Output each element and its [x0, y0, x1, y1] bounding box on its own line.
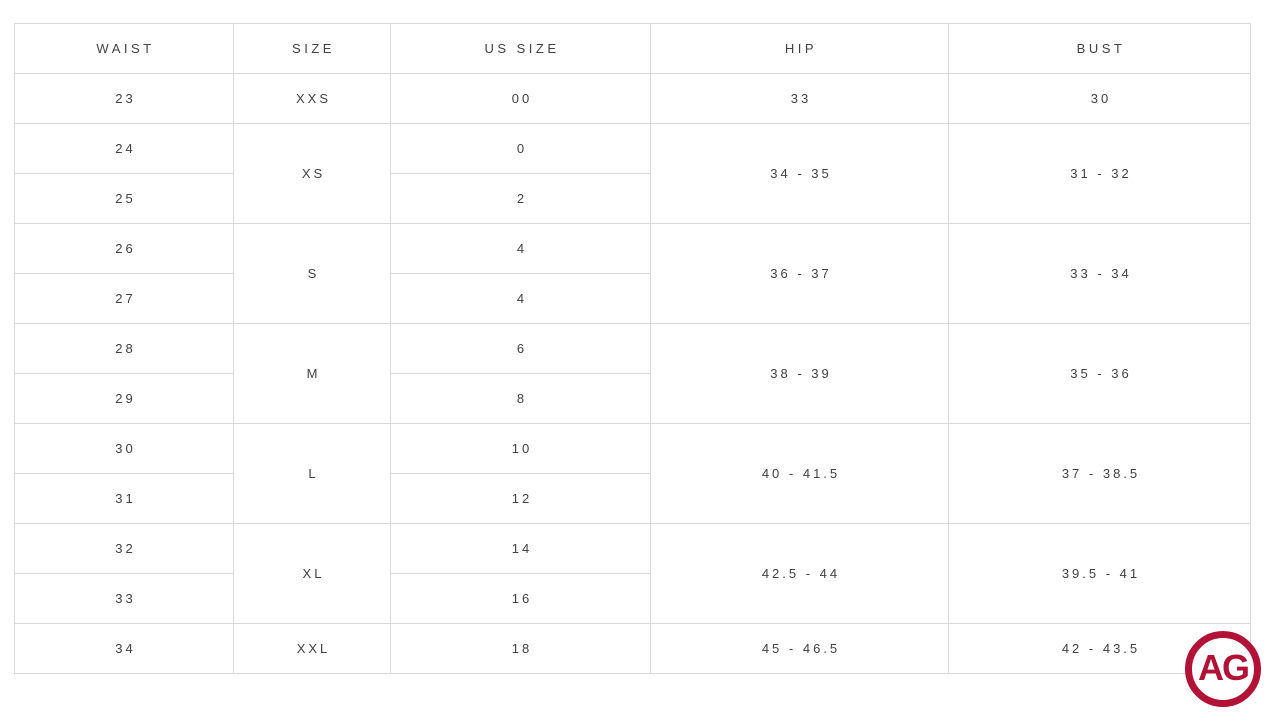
- table-row: [15, 624, 1251, 674]
- waist-header: WAIST: [15, 24, 234, 74]
- hip-cell: 38 - 39: [651, 324, 949, 424]
- waist-cell: 24: [15, 124, 234, 174]
- us-size-cell: 4: [391, 274, 651, 324]
- bust-cell: 31 - 32: [949, 124, 1251, 224]
- hip-header: HIP: [651, 24, 949, 74]
- waist-cell: 29: [15, 374, 234, 424]
- table-row: [15, 424, 1251, 474]
- table-row: [15, 224, 1251, 274]
- size-cell: S: [234, 224, 391, 324]
- waist-cell: 32: [15, 524, 234, 574]
- bust-cell: 39.5 - 41: [949, 524, 1251, 624]
- waist-cell: 25: [15, 174, 234, 224]
- ag-logo-text: AG: [1198, 647, 1248, 688]
- us-size-cell: 4: [391, 224, 651, 274]
- waist-cell: 31: [15, 474, 234, 524]
- size-cell: L: [234, 424, 391, 524]
- us-size-cell: 2: [391, 174, 651, 224]
- waist-cell: 28: [15, 324, 234, 374]
- bust-cell: 35 - 36: [949, 324, 1251, 424]
- size-cell: XS: [234, 124, 391, 224]
- hip-cell: 33: [651, 74, 949, 124]
- us-size-cell: 12: [391, 474, 651, 524]
- waist-cell: 33: [15, 574, 234, 624]
- us-size-cell: 10: [391, 424, 651, 474]
- waist-cell: 34: [15, 624, 234, 674]
- us-size-cell: 18: [391, 624, 651, 674]
- table-row: [15, 124, 1251, 174]
- hip-cell: 36 - 37: [651, 224, 949, 324]
- bust-cell: 30: [949, 74, 1251, 124]
- hip-cell: 34 - 35: [651, 124, 949, 224]
- bust-cell: 42 - 43.5: [949, 624, 1251, 674]
- header-row: [15, 24, 1251, 74]
- waist-cell: 23: [15, 74, 234, 124]
- bust-cell: 37 - 38.5: [949, 424, 1251, 524]
- hip-cell: 40 - 41.5: [651, 424, 949, 524]
- size-cell: XXL: [234, 624, 391, 674]
- bust-cell: 33 - 34: [949, 224, 1251, 324]
- table-row: [15, 74, 1251, 124]
- hip-cell: 45 - 46.5: [651, 624, 949, 674]
- us-size-cell: 00: [391, 74, 651, 124]
- size-chart-table: [14, 23, 1251, 674]
- size-cell: M: [234, 324, 391, 424]
- hip-cell: 42.5 - 44: [651, 524, 949, 624]
- size-header: SIZE: [234, 24, 391, 74]
- ag-brand-logo: [1185, 631, 1261, 707]
- us-size-cell: 0: [391, 124, 651, 174]
- us-size-cell: 8: [391, 374, 651, 424]
- us-size-header: US SIZE: [391, 24, 651, 74]
- table-row: [15, 324, 1251, 374]
- waist-cell: 26: [15, 224, 234, 274]
- bust-header: BUST: [949, 24, 1251, 74]
- waist-cell: 27: [15, 274, 234, 324]
- us-size-cell: 14: [391, 524, 651, 574]
- us-size-cell: 16: [391, 574, 651, 624]
- us-size-cell: 6: [391, 324, 651, 374]
- size-cell: XXS: [234, 74, 391, 124]
- size-cell: XL: [234, 524, 391, 624]
- waist-cell: 30: [15, 424, 234, 474]
- table-row: [15, 524, 1251, 574]
